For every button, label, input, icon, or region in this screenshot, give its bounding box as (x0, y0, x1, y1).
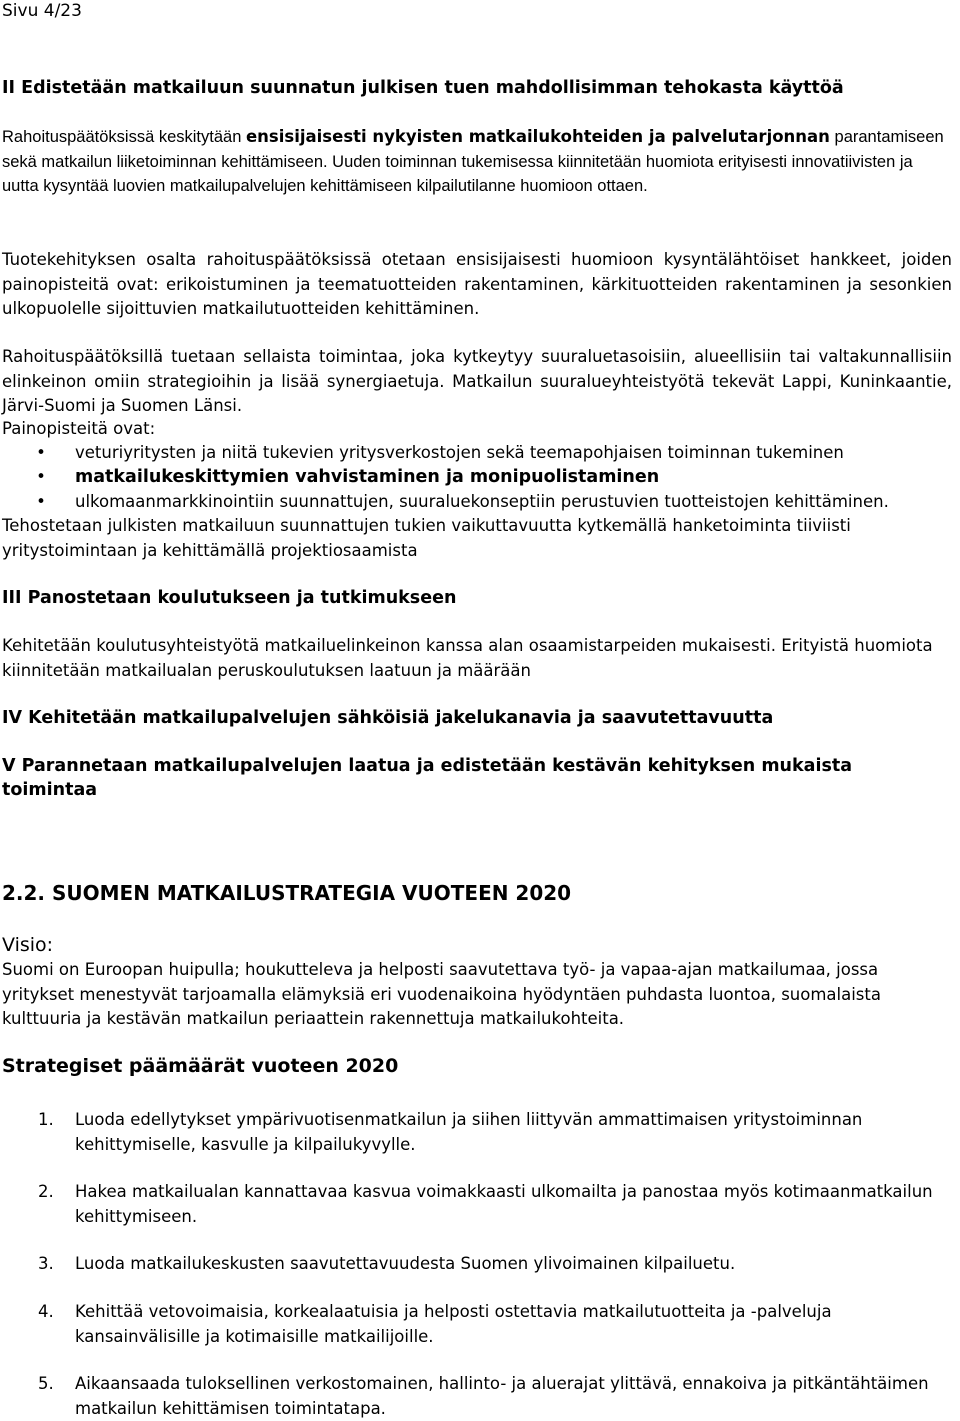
section-22-heading: 2.2. SUOMEN MATKAILUSTRATEGIA VUOTEEN 2020 (2, 881, 572, 905)
section-iii-heading: III Panostetaan koulutukseen ja tutkimukseen (2, 588, 457, 608)
visio-label: Visio: (2, 934, 54, 956)
section-ii-paragraph-1 (2, 125, 952, 199)
strategic-goals-heading: Strategiset päämäärät vuoteen 2020 (2, 1055, 399, 1077)
list-item-text: Luoda matkailukeskusten saavutettavuudesta Suomen ylivoimainen kilpailuetu. (75, 1254, 736, 1273)
list-item-text: Aikaansaada tuloksellinen verkostomainen, hallinto- ja aluerajat ylittävä, ennakoiva ja pitkäntähtäimen matkailun kehittämisen toimintatapa. (75, 1374, 929, 1418)
section-iv-heading: IV Kehitetään matkailupalvelujen sähköisiä jakelukanavia ja saavutettavuutta (2, 708, 774, 728)
list-item-number: 2. (38, 1182, 54, 1201)
focus-label: Painopisteitä ovat: (2, 419, 156, 438)
list-item-text: matkailukeskittymien vahvistaminen ja monipuolistaminen (75, 467, 660, 487)
p1-text-start: Rahoituspäätöksissä keskitytään (2, 128, 246, 146)
list-item-number: 1. (38, 1110, 54, 1129)
list-item-number: 3. (38, 1254, 54, 1273)
p1-text-end: parantamiseen sekä matkailun liiketoiminnan kehittämiseen. Uuden toiminnan tukemisessa kiinnitetään huomiota erityisesti innovatiivisten ja uutta kysyntää luovien matkailupalvelujen kehittämiseen kilpailutilanne huomioon ottaen. (2, 128, 944, 195)
page-number: Sivu 4/23 (2, 1, 82, 21)
section-ii-paragraph-2: Tuotekehityksen osalta rahoituspäätöksissä otetaan ensisijaisesti huomioon kysyntälähtöiset hankkeet, joiden painopisteitä ovat: erikoistuminen ja teematuotteiden rakentaminen, kärkituotteiden rakentaminen ja sesonkien ulkopuolelle sijoittuvien matkailutuotteiden kehittäminen. (2, 250, 952, 318)
list-item-text: Kehittää vetovoimaisia, korkealaatuisia ja helposti ostettavia matkailutuotteita ja -palveluja kansainvälisille ja kotimaisille matkailijoille. (75, 1302, 832, 1346)
bullet-icon: • (36, 467, 46, 486)
list-item-text: ulkomaanmarkkinointiin suunnattujen, suuraluekonseptiin perustuvien tuotteistojen kehittäminen. (75, 492, 889, 511)
section-ii-heading: II Edistetään matkailuun suunnatun julkisen tuen mahdollisimman tehokasta käyttöä (2, 78, 844, 98)
bullet-icon: • (36, 443, 46, 462)
visio-text: Suomi on Euroopan huipulla; houkutteleva ja helposti saavutettava työ- ja vapaa-ajan matkailumaa, jossa yritykset menestyvät tarjoamalla elämyksiä eri vuodenaikoina hyödyntäen puhdasta luontoa, suomalaista kulttuuria ja kestävän matkailun periaattein rakennettuja matkailukohteita. (2, 960, 881, 1028)
section-iii-paragraph: Kehitetään koulutusyhteistyötä matkailuelinkeinon kanssa alan osaamistarpeiden mukaisesti. Erityistä huomiota kiinnitetään matkailualan peruskoulutuksen laatuun ja määrään (2, 636, 933, 680)
section-v-heading: V Parannetaan matkailupalvelujen laatua ja edistetään kestävän kehityksen mukaista toimintaa (2, 756, 853, 800)
p1-bold-text: ensisijaisesti nykyisten matkailukohteiden ja palvelutarjonnan (245, 127, 830, 146)
section-ii-paragraph-3: Rahoituspäätöksillä tuetaan sellaista toimintaa, joka kytkeytyy suuraluetasoisiin, alueellisiin tai valtakunnallisiin elinkeinon omiin strategioihin ja lisää synergiaetuja. Matkailun suuralueyhteistyötä tekevät Lappi, Kuninkaantie, Järvi-Suomi ja Suomen Länsi. (2, 347, 952, 415)
bullet-icon: • (36, 492, 46, 511)
list-item-number: 5. (38, 1374, 54, 1393)
section-ii-paragraph-4: Tehostetaan julkisten matkailuun suunnattujen tukien vaikuttavuutta kytkemällä hanketoiminta tiiviisti yritystoimintaan ja kehittämällä projektiosaamista (2, 516, 851, 560)
list-item-number: 4. (38, 1302, 54, 1321)
list-item-text: Hakea matkailualan kannattavaa kasvua voimakkaasti ulkomailta ja panostaa myös kotimaanmatkailun kehittymiseen. (75, 1182, 933, 1226)
list-item-text: veturiyritysten ja niitä tukevien yritysverkostojen sekä teemapohjaisen toiminnan tukeminen (75, 443, 844, 462)
list-item-text: Luoda edellytykset ympärivuotisenmatkailun ja siihen liittyvän ammattimaisen yritystoiminnan kehittymiselle, kasvulle ja kilpailukyvylle. (75, 1110, 863, 1154)
